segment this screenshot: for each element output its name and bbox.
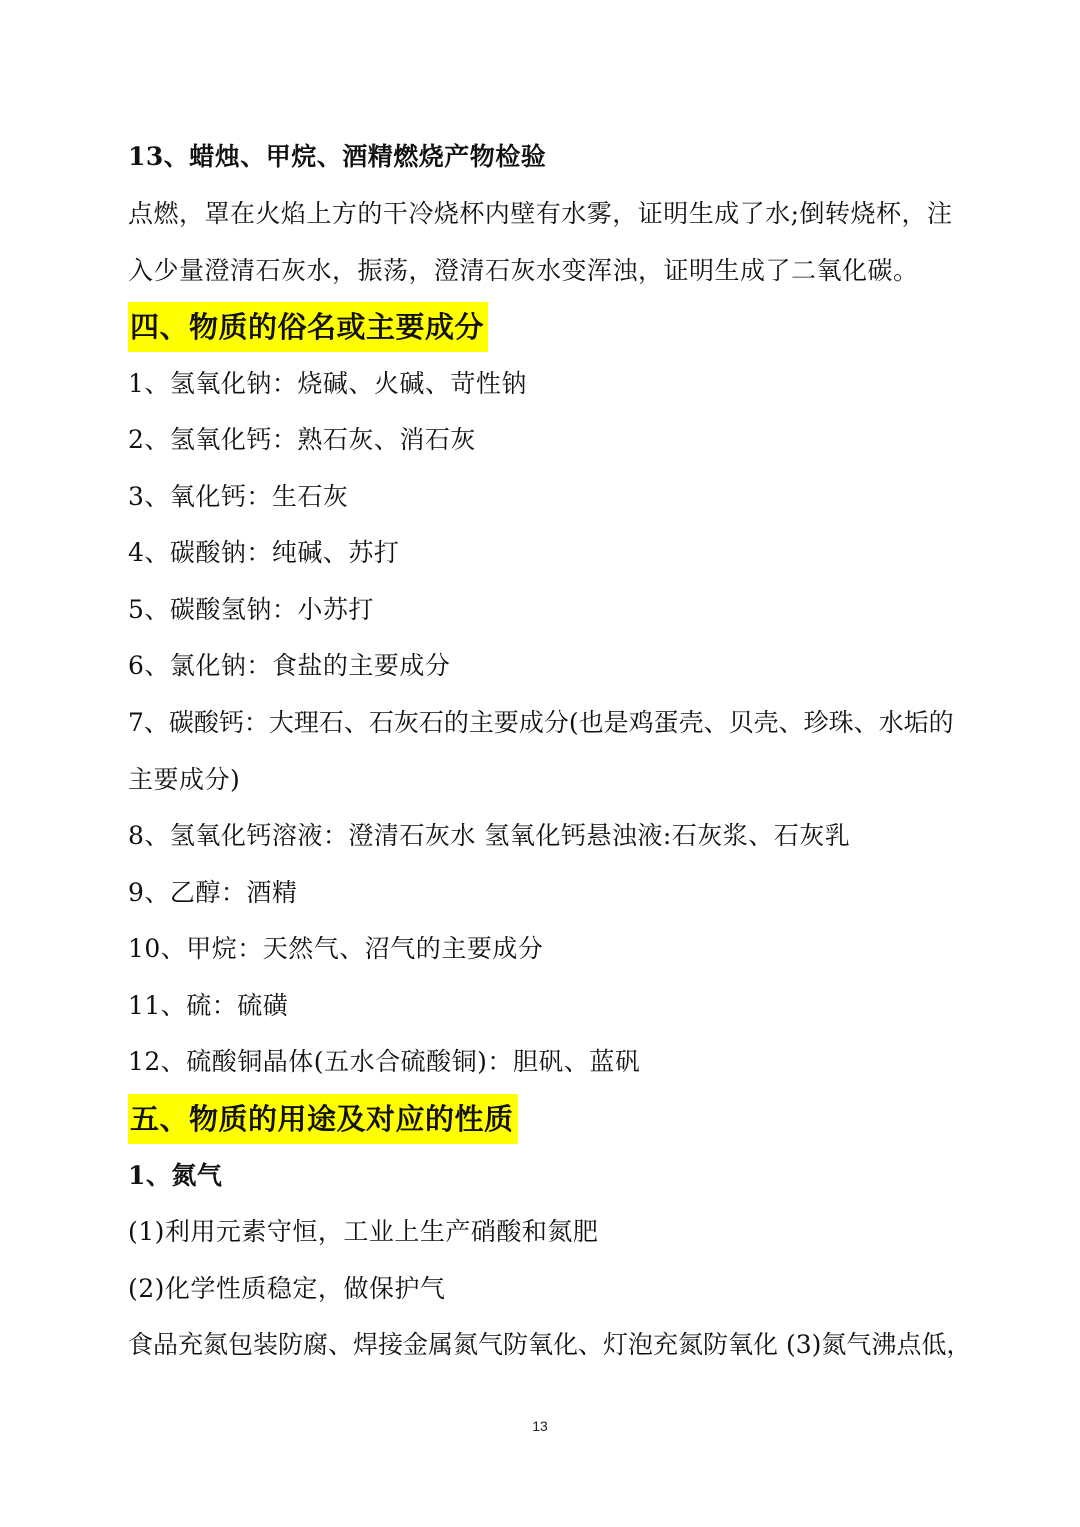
page-number: 13: [532, 1418, 548, 1434]
list-item: 1、氢氧化钠：烧碱、火碱、苛性钠: [128, 369, 527, 398]
section-13-heading: 13、蜡烛、甲烷、酒精燃烧产物检验: [128, 142, 547, 171]
nitrogen-subheading: 1、氮气: [128, 1161, 223, 1190]
list-item: 9、乙醇：酒精: [128, 878, 298, 907]
section-5-heading: 五、物质的用途及对应的性质: [128, 1094, 518, 1144]
list-item: 2、氢氧化钙：熟石灰、消石灰: [128, 425, 476, 454]
list-item: 12、硫酸铜晶体(五水合硫酸铜)：胆矾、蓝矾: [128, 1047, 641, 1076]
list-item: 10、甲烷：天然气、沼气的主要成分: [128, 934, 544, 963]
nitrogen-use-line: 食品充氮包装防腐、焊接金属氮气防氧化、灯泡充氮防氧化 (3)氮气沸点低，: [128, 1330, 972, 1359]
section-4-heading: 四、物质的俗名或主要成分: [128, 302, 488, 352]
list-item: 8、氢氧化钙溶液：澄清石灰水 氢氧化钙悬浊液:石灰浆、石灰乳: [128, 821, 851, 850]
list-item-continuation: 主要成分): [128, 765, 241, 794]
list-item: 6、氯化钠：食盐的主要成分: [128, 651, 451, 680]
list-item: 3、氧化钙：生石灰: [128, 482, 349, 511]
list-item: 4、碳酸钠：纯碱、苏打: [128, 538, 400, 567]
section-13-paragraph-line-1: 点燃，罩在火焰上方的干冷烧杯内壁有水雾，证明生成了水;倒转烧杯，注: [128, 199, 952, 228]
nitrogen-use-line: (1)利用元素守恒，工业上生产硝酸和氮肥: [128, 1217, 599, 1246]
nitrogen-use-line: (2)化学性质稳定，做保护气: [128, 1274, 446, 1303]
list-item: 5、碳酸氢钠：小苏打: [128, 595, 374, 624]
list-item: 11、硫：硫磺: [128, 991, 289, 1020]
section-13-paragraph-line-2: 入少量澄清石灰水，振荡，澄清石灰水变浑浊，证明生成了二氧化碳。: [128, 256, 919, 285]
list-item: 7、碳酸钙：大理石、石灰石的主要成分(也是鸡蛋壳、贝壳、珍珠、水垢的: [128, 708, 954, 737]
